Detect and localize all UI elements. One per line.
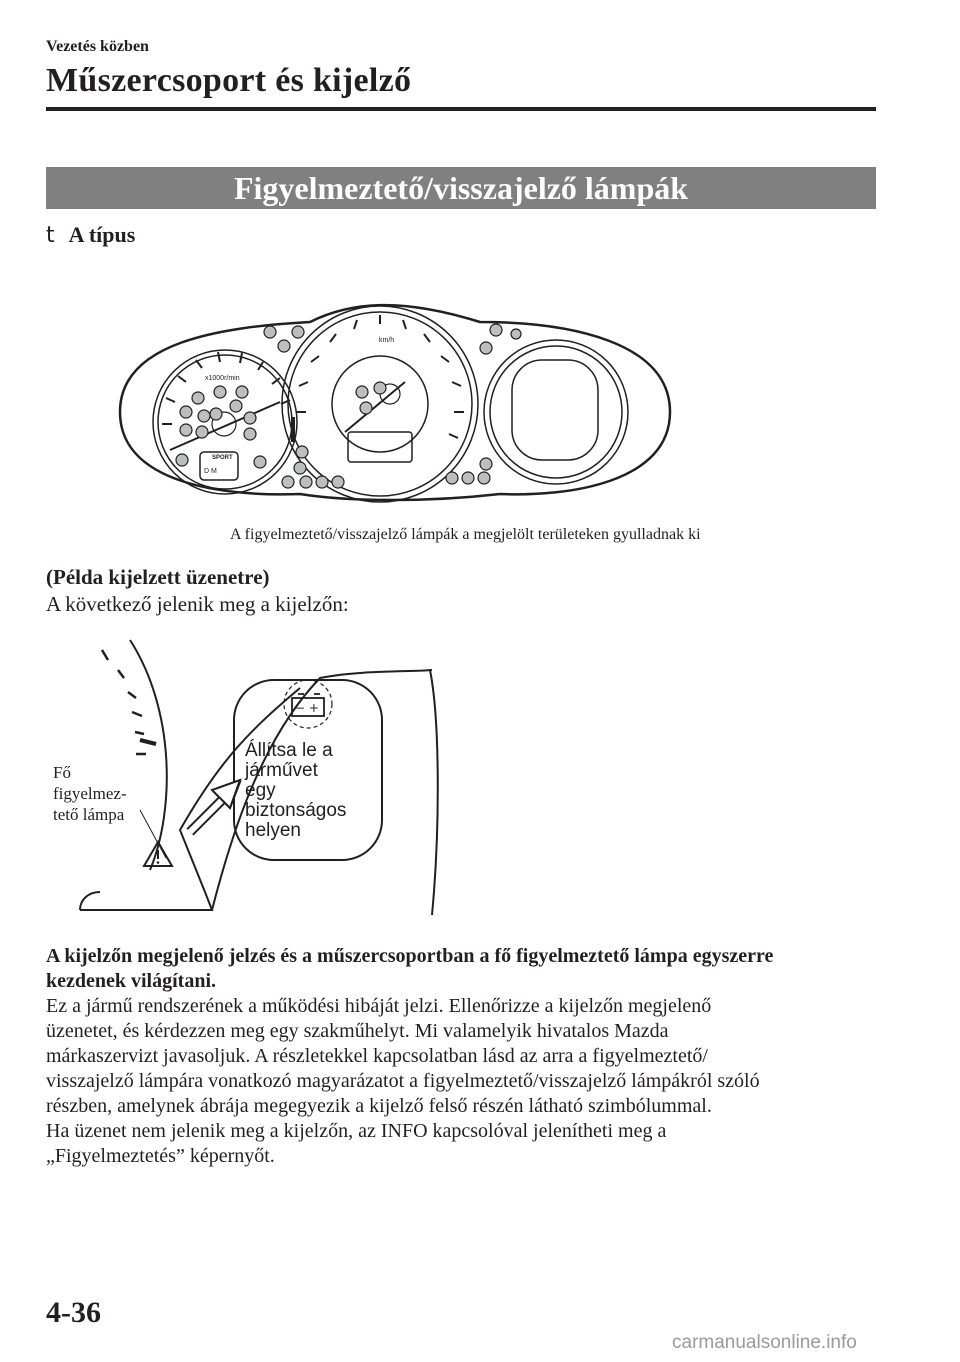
- body-paragraph: Ez a jármű rendszerének a működési hibáját jelzi. Ellenőrizze a kijelzőn megjelenő üzenetet, és kérdezzen meg egy szakműhelyt. Mi valamelyik hivatalos Mazda márkaszervizt javasoljuk. A részletekkel kapcsolatban lásd az arra a figyelmeztető/ visszajelző lámpára vonatkozó magyarázatot a figyelmeztető/visszajelző lámpákról szóló részben, amelynek ábrája megegyezik a kijelző felső részén látható szimbólummal. Ha üzenet nem jelenik meg a kijelzőn, az INFO kapcsolóval jelenítheti meg a „Figyelmeztetés” képernyőt.: [46, 995, 760, 1167]
- speedo-unit: km/h: [379, 337, 395, 344]
- tacho-unit: x1000r/min: [205, 375, 240, 382]
- bullet-icon: t: [46, 223, 55, 248]
- header-rule: [46, 107, 876, 111]
- display-message: Állítsa le a járművet egy biztonságos helyen: [245, 740, 347, 841]
- tachometer-dial: [153, 350, 297, 494]
- svg-text:− +: − +: [295, 701, 319, 715]
- example-intro: A következő jelenik meg a kijelzőn:: [46, 592, 349, 616]
- info-display-ring: [484, 340, 628, 484]
- watermark: carmanualsonline.info: [672, 1332, 857, 1353]
- page-number: 4-36: [46, 1296, 101, 1329]
- gauge-arc: [130, 640, 167, 870]
- example-heading: (Példa kijelzett üzenetre): [46, 565, 270, 589]
- section-title: Műszercsoport és kijelző: [46, 62, 412, 99]
- cluster-caption: A figyelmeztető/visszajelző lámpák a megjelölt területeken gyulladnak ki: [230, 526, 701, 543]
- topic-banner: Figyelmeztető/visszajelző lámpák: [46, 167, 876, 209]
- warning-lamp-label: Fő figyelmez- tető lámpa: [53, 763, 127, 824]
- bold-paragraph: A kijelzőn megjelenő jelzés és a műszercsoportban a fő figyelmeztető lámpa egyszerre kezdenek világítani.: [46, 945, 774, 992]
- type-heading-text: A típus: [68, 222, 136, 247]
- sport-mode-label: SPORT: [212, 455, 233, 461]
- chapter-label: Vezetés közben: [46, 38, 149, 55]
- warning-lamp-positions: [176, 324, 521, 488]
- gear-letters: D M: [204, 468, 217, 475]
- instrument-cluster-illustration: [100, 282, 700, 522]
- type-heading: [46, 222, 135, 248]
